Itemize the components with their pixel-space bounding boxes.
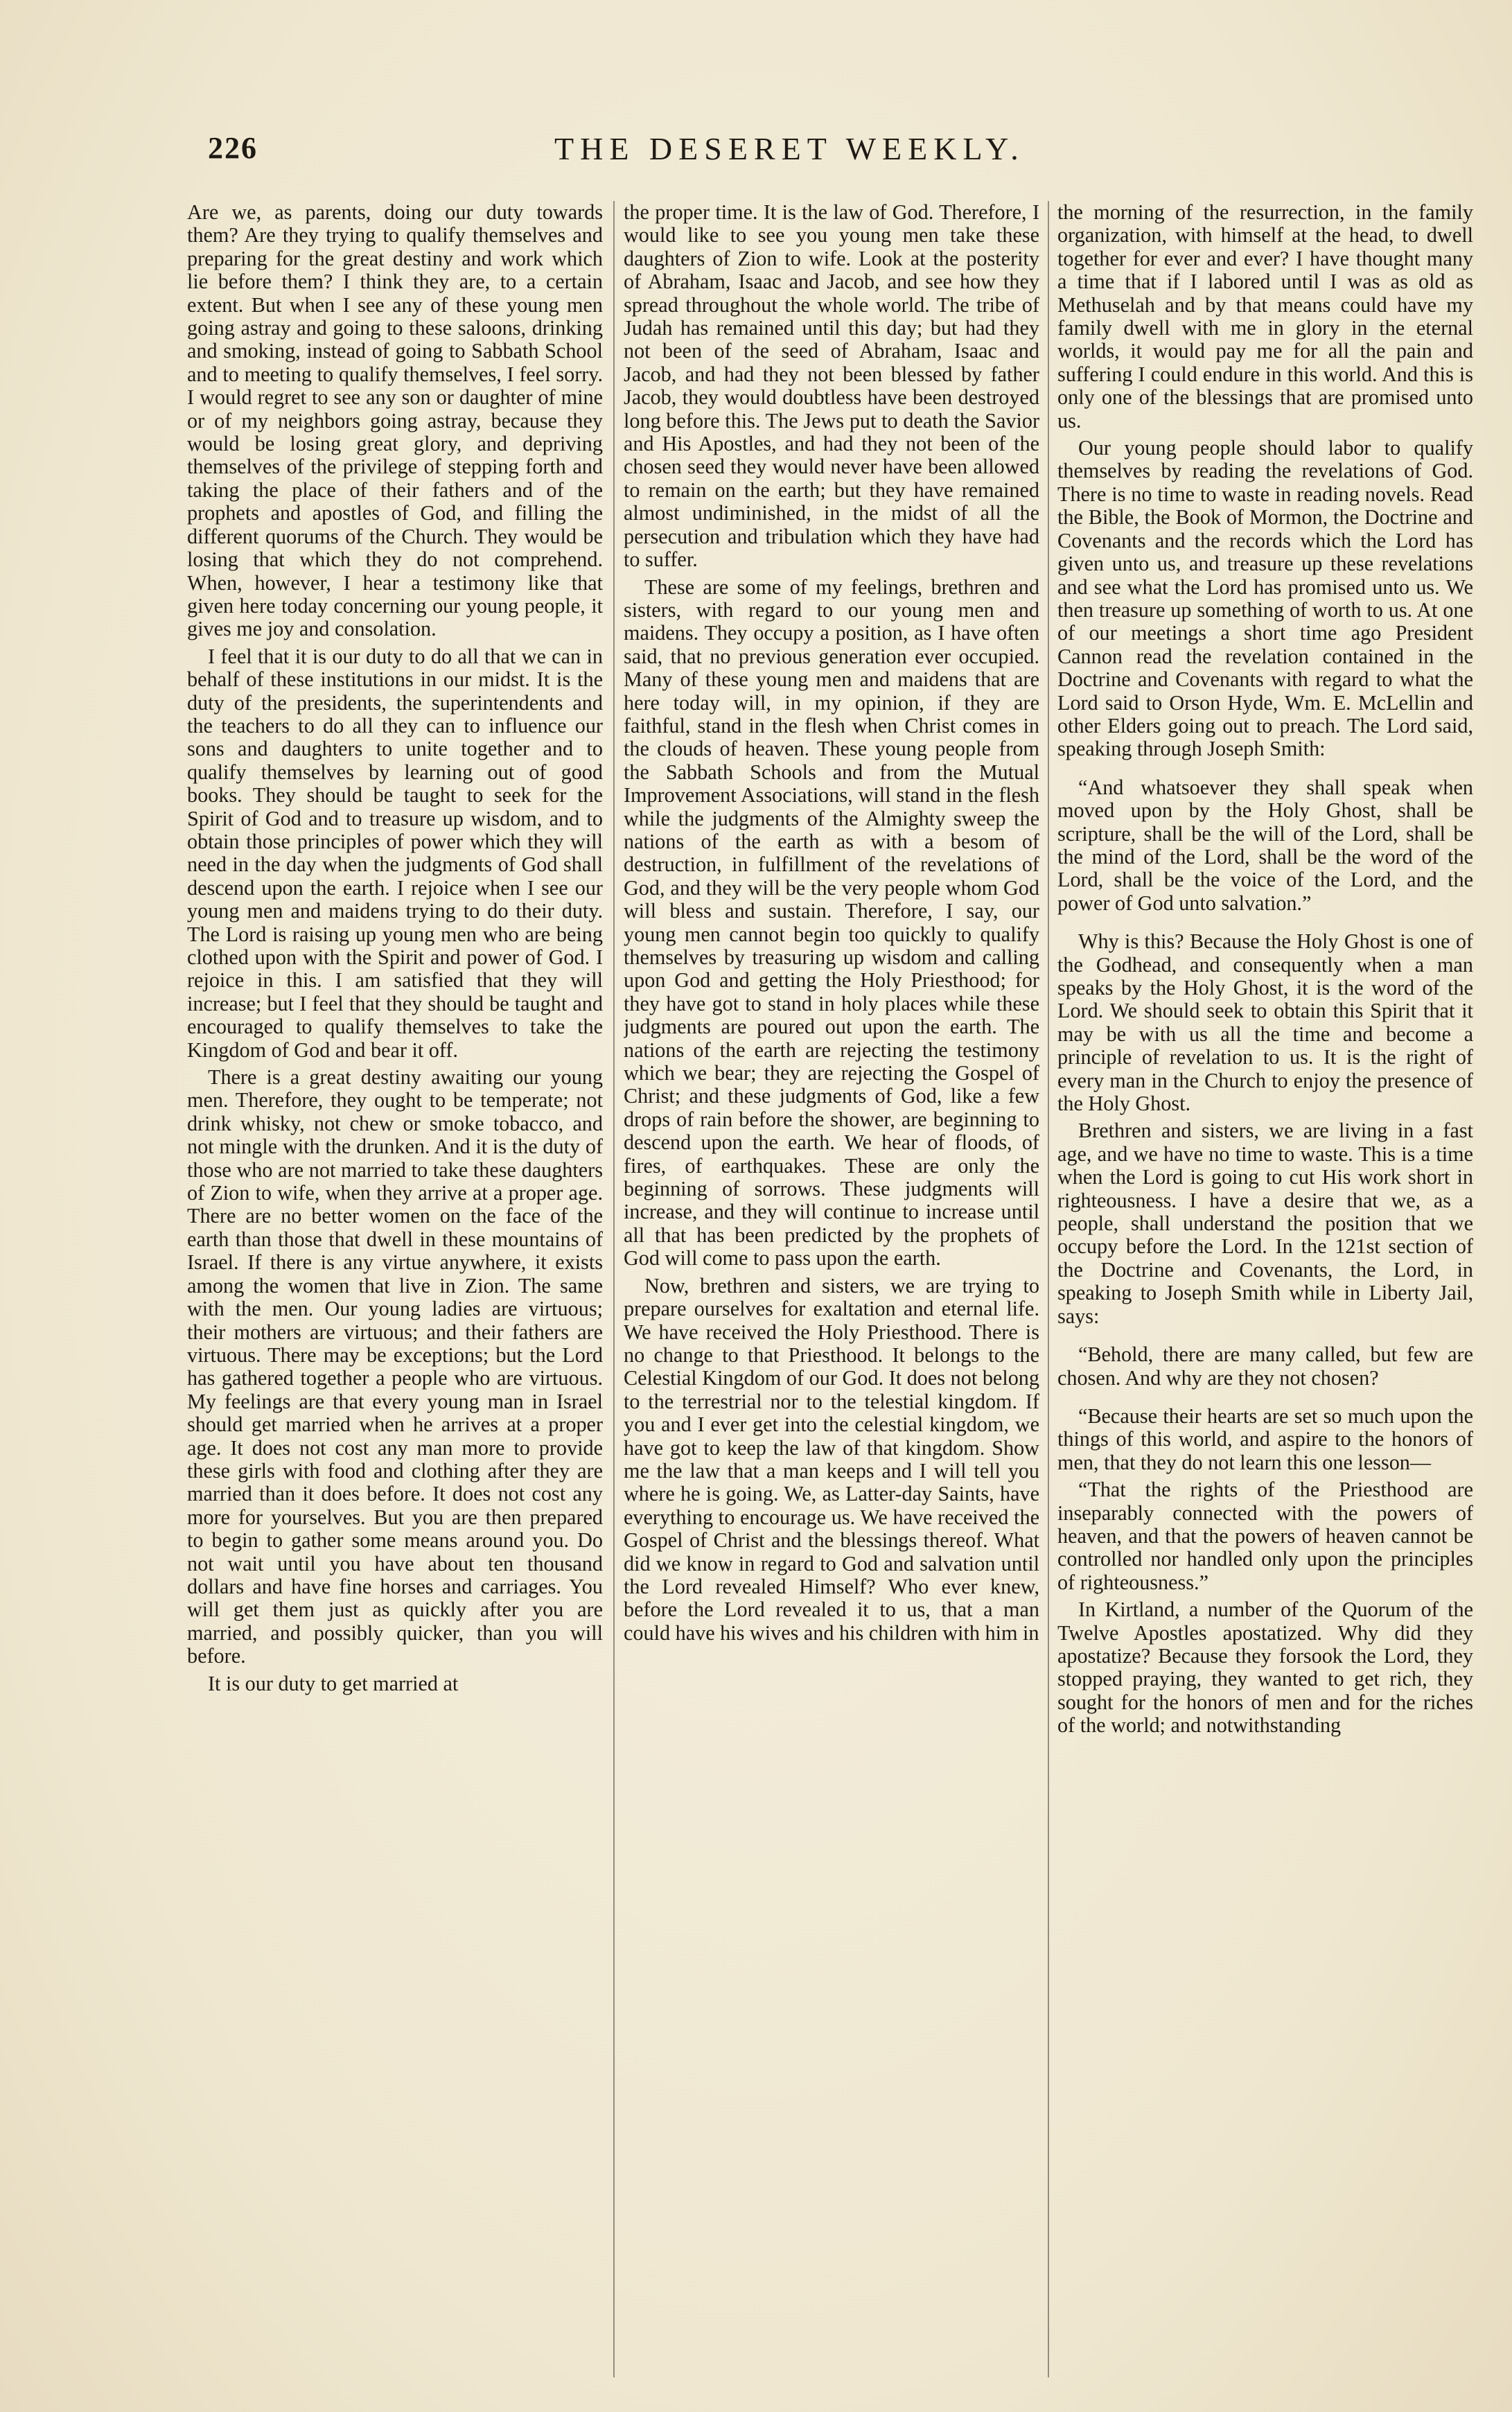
column-3 <box>1057 201 1473 2377</box>
paragraph: Brethren and sisters, we are living in a fast age, and we have no time to waste. This is a time when the Lord is going to cut His work short in righteousness. I have a desire that we, as a people, shall understand the position that we occupy before the Lord. In the 121st section of the Doctrine and Covenants, the Lord, in speaking to Joseph Smith while in Liberty Jail, says: <box>1057 1119 1473 1328</box>
paragraph: the proper time. It is the law of God. Therefore, I would like to see you young men take these daughters of Zion to wife. Look at the posterity of Abraham, Isaac and Jacob, and see how they spread throughout the whole world. The tribe of Judah has remained until this day; but had they not been of the seed of Abraham, Isaac and Jacob, and had they not been blessed by father Jacob, they would doubtless have been destroyed long before this. The Jews put to death the Savior and His Apostles, and had they not been of the chosen seed they would never have been allowed to remain on the earth; but they have remained almost undiminished, in the midst of all the persecution and tribulation which they have had to suffer. <box>624 201 1039 572</box>
scripture-quote: “Behold, there are many called, but few are chosen. And why are they not chosen? <box>1057 1343 1473 1390</box>
scripture-quote: “And whatsoever they shall speak when moved upon by the Holy Ghost, shall be scripture, shall be the will of the Lord, shall be the mind of the Lord, shall be the word of the Lord, shall be the voice of the Lord, and the power of God unto salvation.” <box>1057 775 1473 915</box>
column-1 <box>187 201 603 2377</box>
column-divider <box>613 201 615 2377</box>
paragraph: the morning of the resurrection, in the family organization, with himself at the head, to dwell together for ever and ever? I have thought many a time that if I labored until I was as old as Methuselah and by that means could have my family dwell with me in glory in the eternal worlds, it would pay me for all the pain and suffering I could endure in this world. And this is only one of the blessings that are promised unto us. <box>1057 201 1473 432</box>
page-number: 226 <box>208 131 258 165</box>
scripture-quote: “Because their hearts are set so much upon the things of this world, and aspire to the honors of men, that they do not learn this one lesson— <box>1057 1404 1473 1474</box>
page-header <box>208 130 1483 179</box>
newspaper-title: THE DESERET WEEKLY. <box>554 131 1025 166</box>
paragraph: I feel that it is our duty to do all that we can in behalf of these institutions in our midst. It is the duty of the presidents, the superintendents and the teachers to do all they can to influence our sons and daughters to unite together and to qualify themselves by learning out of good books. They should be taught to seek for the Spirit of God and to treasure up wisdom, and to obtain those principles of power which they will need in the day when the judgments of God shall descend upon the earth. I rejoice when I see our young men and maidens trying to do their duty. The Lord is raising up young men who are being clothed upon with the Spirit and power of God. I rejoice in this. I am satisfied that they will increase; but I feel that they should be taught and encouraged to qualify themselves to take the Kingdom of God and bear it off. <box>187 644 603 1062</box>
paragraph: Our young people should labor to qualify themselves by reading the revelations of God. There is no time to waste in reading novels. Read the Bible, the Book of Mormon, the Doctrine and Covenants and the records which the Lord has given unto us, and treasure up these revelations and see what the Lord has promised unto us. We then treasure up something of worth to us. At one of our meetings a short time ago President Cannon read the revelation contained in the Doctrine and Covenants with regard to what the Lord said to Orson Hyde, Wm. E. McLellin and other Elders going out to preach. The Lord said, speaking through Joseph Smith: <box>1057 436 1473 761</box>
paragraph: These are some of my feelings, brethren and sisters, with regard to our young men and maidens. They occupy a position, as I have often said, that no previous generation ever occupied. Many of these young men and maidens that are here today will, in my opinion, if they are faithful, stand in the flesh when Christ comes in the clouds of heaven. These young people from the Sabbath Schools and from the Mutual Improvement Associations, will stand in the flesh while the judgments of the Almighty sweep the nations of the earth as with a besom of destruction, in fulfillment of the revelations of God, and they will be the very people whom God will bless and sustain. Therefore, I say, our young men cannot begin too quickly to qualify themselves by treasuring up wisdom and calling upon God and getting the Holy Priesthood; for they have got to stand in holy places while these judgments are poured out upon the earth. The nations of the earth are rejecting the testimony which we bear; they are rejecting the Gospel of Christ; and these judgments of God, like a few drops of rain before the shower, are beginning to descend upon the earth. We hear of floods, of fires, of earthquakes. These are only the beginning of sorrows. These judgments will increase, and they will continue to increase until all that has been predicted by the prophets of God will come to pass upon the earth. <box>624 575 1039 1270</box>
paragraph: In Kirtland, a number of the Quorum of the Twelve Apostles apostatized. Why did they apostatize? Because they forsook the Lord, they stopped praying, they wanted to get rich, they sought for the honors of men and for the riches of the world; and notwithstanding <box>1057 1598 1473 1738</box>
paragraph: Now, brethren and sisters, we are trying to prepare ourselves for exaltation and eternal life. We have received the Holy Priesthood. There is no change to that Priesthood. It belongs to the Celestial Kingdom of our God. It does not belong to the terrestrial nor to the telestial kingdom. If you and I ever get into the celestial kingdom, we have got to keep the law of that kingdom. Show me the law that a man keeps and I will tell you where he is going. We, as Latter-day Saints, have everything to encourage us. We have received the Gospel of Christ and the blessings thereof. What did we know in regard to God and salvation until the Lord revealed Himself? Who ever knew, before the Lord revealed it to us, that a man could have his wives and his children with him in <box>624 1273 1039 1645</box>
column-divider <box>1048 201 1049 2377</box>
paragraph: Are we, as parents, doing our duty towards them? Are they trying to qualify themselves and preparing for the great destiny and work which lie before them? I think they are, to a certain extent. But when I see any of these young men going astray and going to these saloons, drinking and smoking, instead of going to Sabbath School and to meeting to qualify themselves, I feel sorry. I would regret to see any son or daughter of mine or of my neighbors going astray, because they would be losing great glory, and depriving themselves of the privilege of stepping forth and taking the place of their fathers and of the prophets and apostles of God, and filling the different quorums of the Church. They would be losing that which they do not comprehend. When, however, I hear a testimony like that given here today concerning our young people, it gives me joy and consolation. <box>187 201 603 641</box>
scripture-quote: “That the rights of the Priesthood are inseparably connected with the powers of heaven, and that the powers of heaven cannot be controlled nor handled only upon the principles of righteousness.” <box>1057 1478 1473 1594</box>
paragraph: It is our duty to get married at <box>208 1671 459 1695</box>
column-2 <box>624 201 1039 2377</box>
paragraph: Why is this? Because the Holy Ghost is one of the Godhead, and consequently when a man speaks by the Holy Ghost, it is the word of the Lord. We should seek to obtain this Spirit that it may be with us all the time and become a principle of revelation to us. It is the right of every man in the Church to enjoy the presence of the Holy Ghost. <box>1057 929 1473 1116</box>
text-columns <box>187 201 1484 2377</box>
paragraph: There is a great destiny awaiting our young men. Therefore, they ought to be temperate; not drink whisky, not chew or smoke tobacco, and not mingle with the drunken. And it is the duty of those who are not married to take these daughters of Zion to wife, when they arrive at a proper age. There are no better women on the face of the earth than those that dwell in these mountains of Israel. If there is any virtue anywhere, it exists among the women that live in Zion. The same with the men. Our young ladies are virtuous; their mothers are virtuous; and their fathers are virtuous. There may be exceptions; but the Lord has gathered together a people who are virtuous. My feelings are that every young man in Israel should get married when he arrives at a proper age. It does not cost any man more to provide these girls with food and clothing after they are married than it does before. It does not cost any more for yourselves. But you are then prepared to begin to gather some means around you. Do not wait until you have about ten thousand dollars and have fine horses and carriages. You will get them just as quickly after you are married, and possibly quicker, than you will before. <box>187 1065 603 1668</box>
